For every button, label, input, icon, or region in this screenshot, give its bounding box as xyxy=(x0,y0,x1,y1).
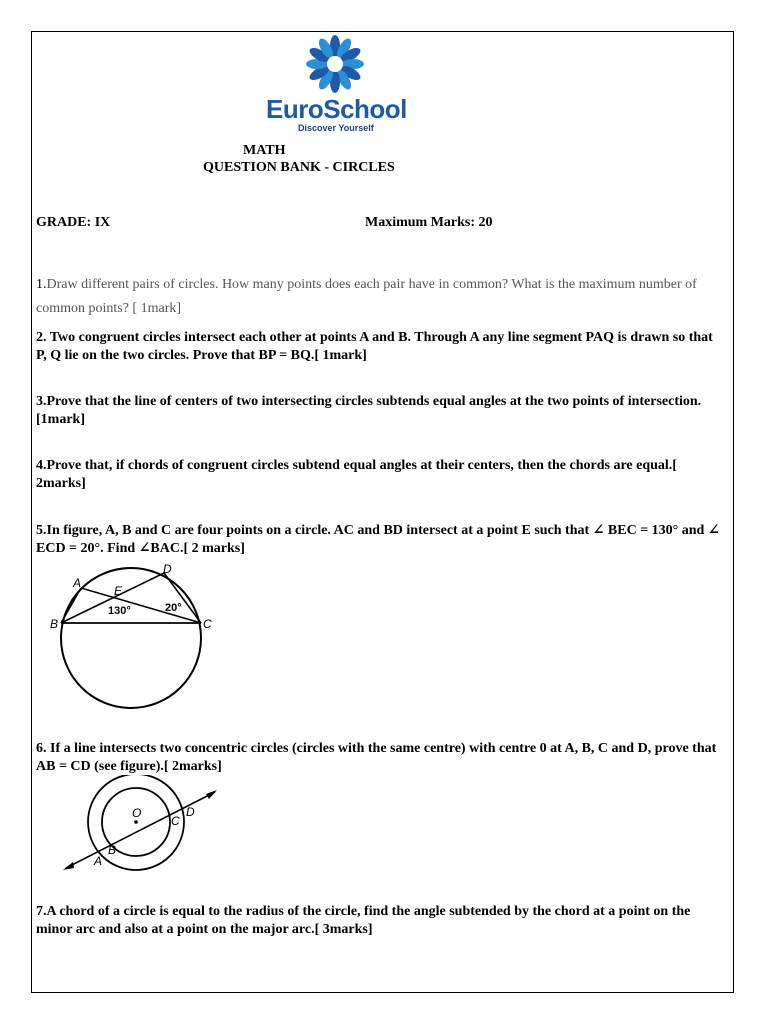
fig5-label-d: D xyxy=(163,562,172,576)
fig5-label-e: E xyxy=(114,584,123,598)
fig6-label-c: C xyxy=(171,814,180,828)
fig6-label-b: B xyxy=(108,843,117,857)
page-title: QUESTION BANK - CIRCLES xyxy=(203,160,395,175)
question-6: 6. If a line intersects two concentric circles (circles with the same centre) with centre 0 at A, B, C and D, prove that AB = CD (see figure).[ 2marks] xyxy=(36,741,717,774)
fig6-centre-point xyxy=(134,820,138,824)
figure-6-concentric-circles-diagram xyxy=(60,775,225,875)
fig6-label-o: O xyxy=(132,806,142,820)
subject-title: MATH xyxy=(243,143,286,158)
figure-5-circle-diagram xyxy=(44,560,224,710)
logo-tagline: Discover Yourself xyxy=(298,123,374,133)
fig6-arrow-right-icon xyxy=(206,790,217,799)
fig5-label-b: B xyxy=(50,617,59,631)
flower-emblem-icon xyxy=(302,34,368,94)
question-4: 4.Prove that, if chords of congruent circles subtend equal angles at their centers, then the chords are equal.[ 2marks] xyxy=(36,458,677,491)
question-1-text: Draw different pairs of circles. How many points does each pair have in common? What is the maximum number of common points? [ 1mark] xyxy=(36,277,697,316)
question-1 xyxy=(36,273,726,321)
grade-label: GRADE: IX xyxy=(36,215,111,230)
question-1-number: 1. xyxy=(36,277,47,292)
fig6-arrow-left-icon xyxy=(63,862,74,870)
logo-name: EuroSchool xyxy=(266,94,407,124)
fig6-label-a: A xyxy=(94,854,103,868)
max-marks-label: Maximum Marks: 20 xyxy=(365,215,493,230)
question-7: 7.A chord of a circle is equal to the radius of the circle, find the angle subtended by the chord at a point on the minor arc and also at a point on the major arc.[ 3marks] xyxy=(36,904,691,937)
question-5: 5.In figure, A, B and C are four points on a circle. AC and BD intersect at a point E such that ∠ BEC = 130° and ∠ ECD = 20°. Find ∠BAC.[ 2 marks] xyxy=(36,523,720,556)
fig5-label-c: C xyxy=(203,617,212,631)
fig5-label-a: A xyxy=(73,576,82,590)
question-2: 2. Two congruent circles intersect each other at points A and B. Through A any line segment PAQ is drawn so that P, Q lie on the two circles. Prove that BP = BQ.[ 1mark] xyxy=(36,330,713,363)
question-3: 3.Prove that the line of centers of two intersecting circles subtends equal angles at the two points of intersection. [1mark] xyxy=(36,394,702,427)
fig5-chord-ac xyxy=(81,588,201,623)
fig5-angle-130: 130° xyxy=(108,605,131,617)
fig5-chord-dc xyxy=(164,573,201,623)
school-logo xyxy=(262,34,412,134)
fig5-angle-20: 20° xyxy=(165,602,182,614)
fig6-label-d: D xyxy=(186,805,195,819)
